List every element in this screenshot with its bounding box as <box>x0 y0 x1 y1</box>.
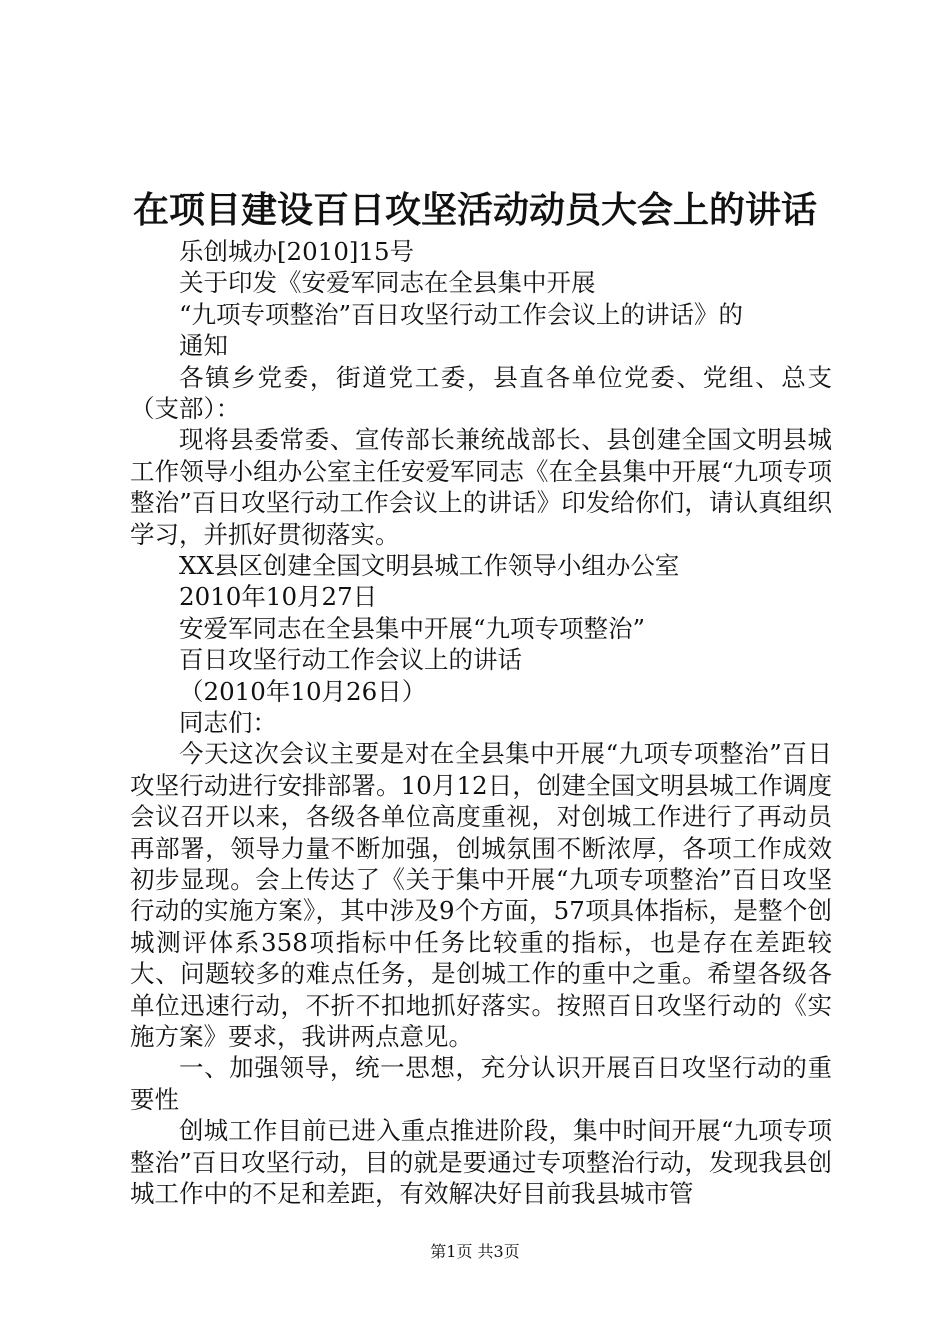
section-heading-1: 一、加强领导，统一思想，充分认识开展百日攻坚行动的重要性 <box>130 1053 832 1114</box>
speech-date-line: （2010年10月26日） <box>179 676 427 706</box>
document-title: 在项目建设百日攻坚活动动员大会上的讲话 <box>132 189 817 231</box>
speech-title-line-2: 百日攻坚行动工作会议上的讲话 <box>179 645 522 675</box>
notice-paragraph: 现将县委常委、宣传部长兼统战部长、县创建全国文明县城工作领导小组办公室主任安爱军同志《在全县集中开展“九项专项整治”百日攻坚行动工作会议上的讲话》印发给你们，请认真组织学习，并抓好贯彻落实。 <box>130 425 832 549</box>
speech-title-line-1: 安爱军同志在全县集中开展“九项专项整治” <box>179 613 646 643</box>
doc-number: 乐创城办[2010]15号 <box>179 237 415 266</box>
issuer-line: XX县区创建全国文明县城工作领导小组办公室 <box>179 551 680 580</box>
document-body <box>130 236 832 1209</box>
salutation-line: 同志们： <box>179 707 277 737</box>
page-footer: 第1页 共3页 <box>430 1242 520 1261</box>
notice-title-line-1: 关于印发《安爱军同志在全县集中开展 <box>179 268 596 298</box>
issue-date-line: 2010年10月27日 <box>179 582 378 612</box>
speech-paragraph-1: 今天这次会议主要是对在全县集中开展“九项专项整治”百日攻坚行动进行安排部署。10月12日，创建全国文明县城工作调度会议召开以来，各级各单位高度重视，对创城工作进行了再动员再部署，领导力量不断加强，创城氛围不断浓厚，各项工作成效初步显现。会上传达了《关于集中开展“九项专项整治”百日攻坚行动的实施方案》，其中涉及9个方面，57项具体指标，是整个创城测评体系358项指标中任务比较重的指标，也是存在差距较大、问题较多的难点任务，是创城工作的重中之重。希望各级各单位迅速行动，不折不扣地抓好落实。按照百日攻坚行动的《实施方案》要求，我讲两点意见。 <box>130 739 832 1051</box>
notice-title-line-2: “九项专项整治”百日攻坚行动工作会议上的讲话》的 <box>179 299 744 329</box>
speech-paragraph-2: 创城工作目前已进入重点推进阶段，集中时间开展“九项专项整治”百日攻坚行动，目的就是要通过专项整治行动，发现我县创城工作中的不足和差距，有效解决好目前我县城市管 <box>130 1116 832 1209</box>
notice-title-line-3: 通知 <box>179 331 228 361</box>
addressee-paragraph: 各镇乡党委，街道党工委，县直各单位党委、党组、总支（支部）： <box>130 362 832 423</box>
